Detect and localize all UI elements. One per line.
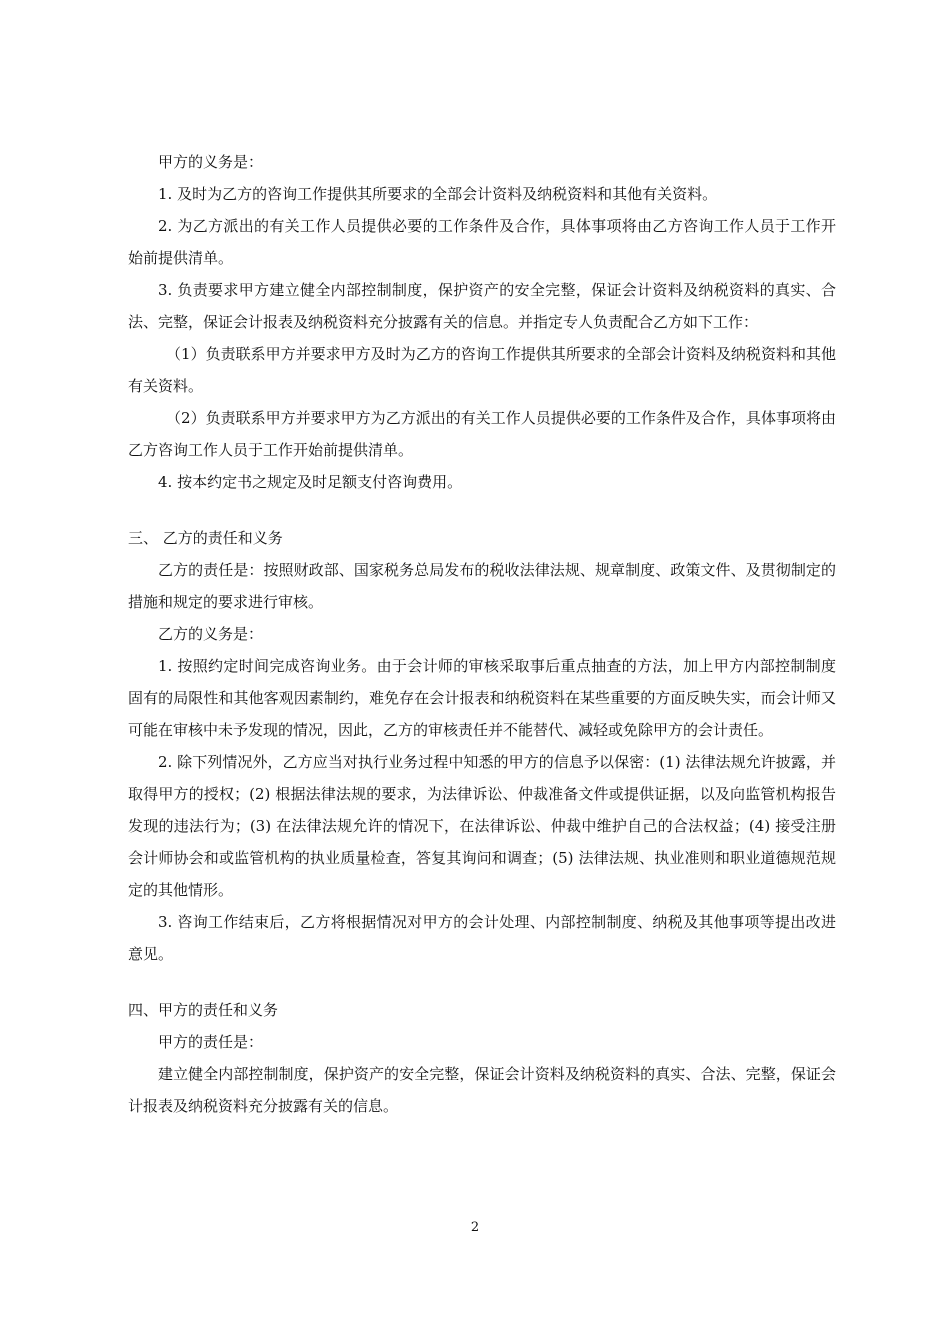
- paragraph-obligation-3-item-2: （2）负责联系甲方并要求甲方为乙方派出的有关工作人员提供必要的工作条件及合作，具体事项将由乙方咨询工作人员于工作开始前提供清单。: [128, 409, 836, 459]
- section-gap: [128, 498, 836, 522]
- paragraph-party-b-obligation-3: 3. 咨询工作结束后，乙方将根据情况对甲方的会计处理、内部控制制度、纳税及其他事项等提出改进意见。: [128, 913, 836, 963]
- paragraph-obligation-4: 4. 按本约定书之规定及时足额支付咨询费用。: [158, 473, 463, 491]
- paragraph-obligation-3-item-1: （1）负责联系甲方并要求甲方及时为乙方的咨询工作提供其所要求的全部会计资料及纳税资料和其他有关资料。: [128, 345, 836, 395]
- paragraph-party-a-responsibility-heading: 甲方的责任是：: [158, 1033, 264, 1051]
- paragraph-party-b-obligation-1: 1. 按照约定时间完成咨询业务。由于会计师的审核采取事后重点抽查的方法，加上甲方内部控制制度固有的局限性和其他客观因素制约，难免存在会计报表和纳税资料在某些重要的方面反映失实，而会计师又可能在审核中未予发现的情况，因此，乙方的审核责任并不能替代、减轻或免除甲方的会计责任。: [128, 657, 836, 739]
- paragraph-party-a-obligations-heading: 甲方的义务是：: [158, 153, 264, 171]
- paragraph-party-b-obligations-heading: 乙方的义务是：: [158, 625, 264, 643]
- section-gap: [128, 970, 836, 994]
- section-3-title: 三、 乙方的责任和义务: [128, 529, 283, 547]
- paragraph-obligation-1: 1. 及时为乙方的咨询工作提供其所要求的全部会计资料及纳税资料和其他有关资料。: [158, 185, 718, 203]
- paragraph-party-b-obligation-2: 2. 除下列情况外，乙方应当对执行业务过程中知悉的甲方的信息予以保密：(1) 法律法规允许披露，并取得甲方的授权；(2) 根据法律法规的要求，为法律诉讼、仲裁准备文件或提供证据，以及向监管机构报告发现的违法行为；(3) 在法律法规允许的情况下，在法律诉讼、仲裁中维护自己的合法权益；(4) 接受注册会计师协会和或监管机构的执业质量检查，答复其询问和调查；(5) 法律法规、执业准则和职业道德规范规定的其他情形。: [128, 753, 836, 899]
- document-body: [128, 146, 836, 1122]
- paragraph-party-a-responsibility: 建立健全内部控制制度，保护资产的安全完整，保证会计资料及纳税资料的真实、合法、完整，保证会计报表及纳税资料充分披露有关的信息。: [128, 1065, 836, 1115]
- paragraph-obligation-3: 3. 负责要求甲方建立健全内部控制制度，保护资产的安全完整，保证会计资料及纳税资料的真实、合法、完整，保证会计报表及纳税资料充分披露有关的信息。并指定专人负责配合乙方如下工作：: [128, 281, 836, 331]
- paragraph-obligation-2: 2. 为乙方派出的有关工作人员提供必要的工作条件及合作，具体事项将由乙方咨询工作人员于工作开始前提供清单。: [128, 217, 836, 267]
- paragraph-party-b-responsibility: 乙方的责任是：按照财政部、国家税务总局发布的税收法律法规、规章制度、政策文件、及贯彻制定的措施和规定的要求进行审核。: [128, 561, 836, 611]
- section-4-title: 四、甲方的责任和义务: [128, 1001, 279, 1019]
- page-number: 2: [470, 1220, 480, 1235]
